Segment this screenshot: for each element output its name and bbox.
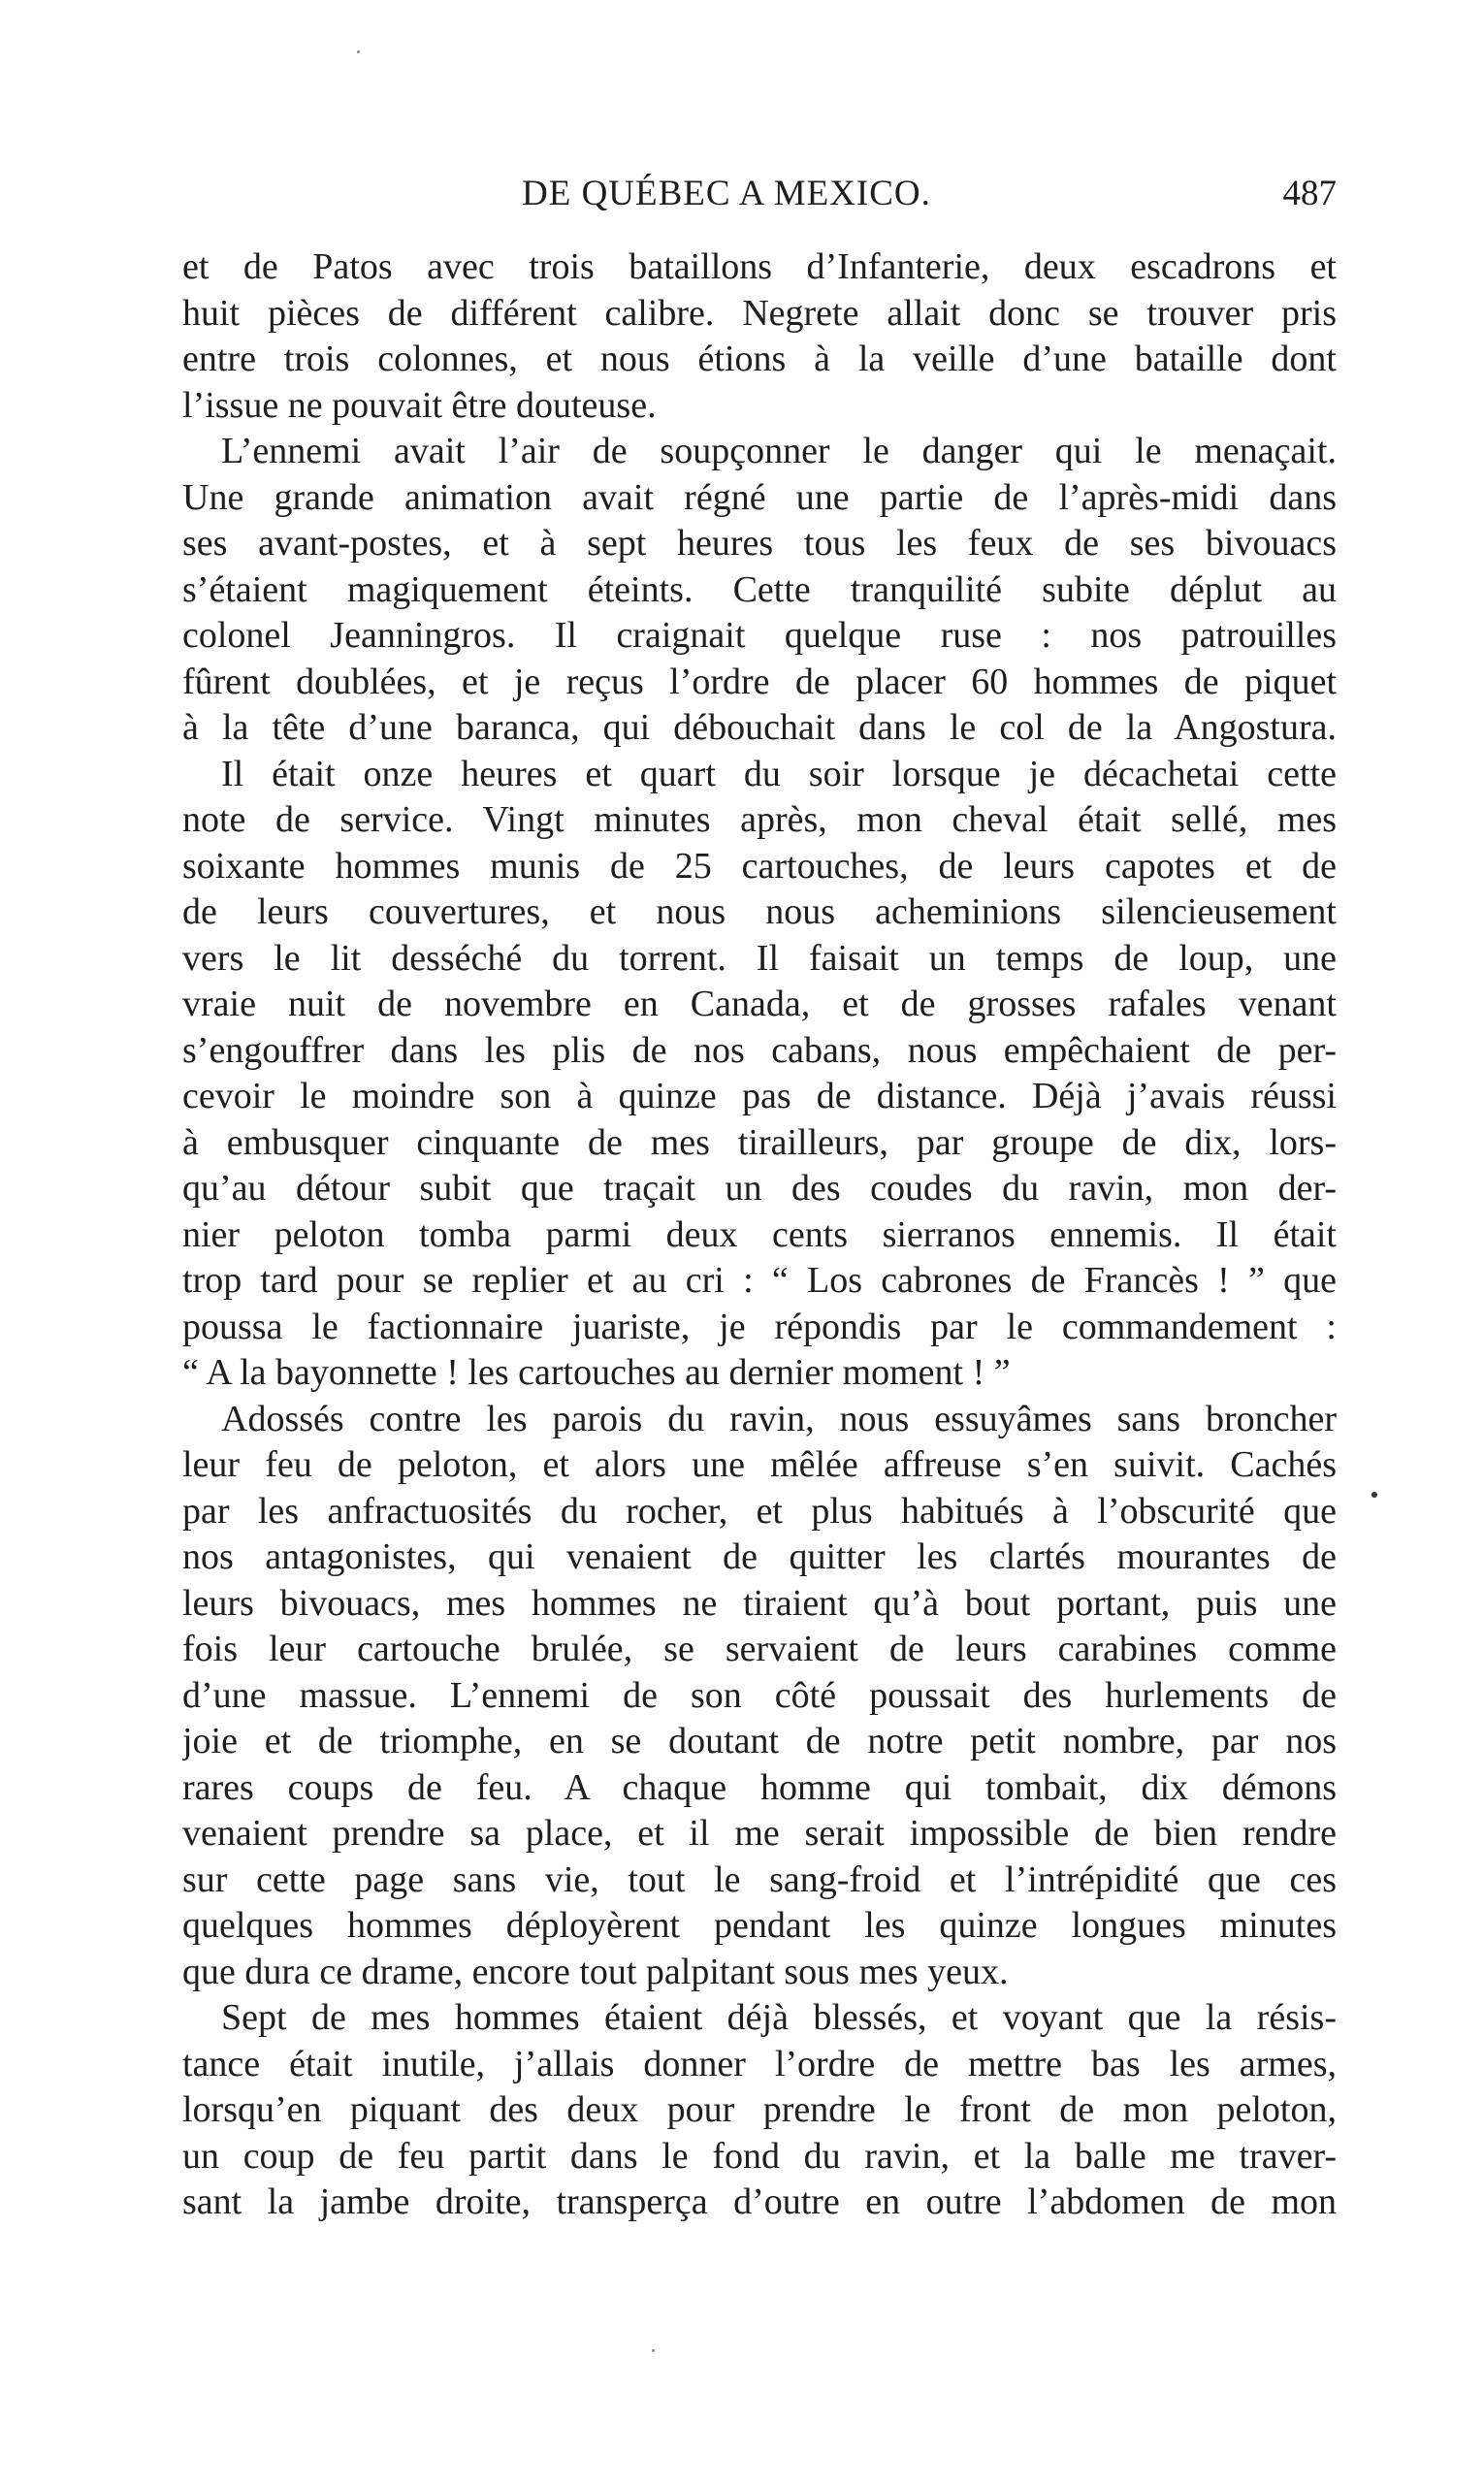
text-line: un coup de feu partit dans le fond du ravin, et la balle me traver-	[182, 2135, 1337, 2177]
text-line: lorsqu’en piquant des deux pour prendre le front de mon peloton,	[182, 2089, 1337, 2130]
text-line: L’ennemi avait l’air de soupçonner le danger qui le menaçait.	[221, 431, 1337, 471]
text-line: “ A la bayonnette ! les cartouches au dernier moment ! ”	[182, 1352, 1011, 1393]
text-line: entre trois colonnes, et nous étions à la veille d’une bataille dont	[182, 339, 1337, 379]
text-line: vraie nuit de novembre en Canada, et de grosses rafales venant	[182, 984, 1337, 1024]
text-line: cevoir le moindre son à quinze pas de distance. Déjà j’avais réussi	[182, 1076, 1337, 1116]
text-line: s’engouffrer dans les plis de nos cabans, nous empêchaient de per-	[182, 1029, 1337, 1071]
text-line: fois leur cartouche brulée, se servaient de leurs carabines comme	[182, 1629, 1337, 1669]
text-line: Une grande animation avait régné une partie de l’après-midi dans	[182, 476, 1337, 518]
page-header	[182, 173, 1337, 221]
text-line: vers le lit desséché du torrent. Il faisait un temps de loup, une	[182, 937, 1337, 979]
text-line: à embusquer cinquante de mes tirailleurs, par groupe de dix, lors-	[182, 1121, 1337, 1163]
text-line: s’étaient magiquement éteints. Cette tranquilité subite déplut au	[182, 568, 1337, 610]
text-line: poussa le factionnaire juariste, je répondis par le commandement :	[182, 1306, 1337, 1347]
text-line: de leurs couvertures, et nous nous acheminions silencieusement	[182, 891, 1337, 932]
text-line: par les anfractuosités du rocher, et plus habitués à l’obscurité que	[182, 1490, 1337, 1532]
text-line: soixante hommes munis de 25 cartouches, de leurs capotes et de	[182, 845, 1337, 887]
text-line: sant la jambe droite, transperça d’outre en outre l’abdomen de mon	[182, 2181, 1337, 2222]
text-line: joie et de triomphe, en se doutant de notre petit nombre, par nos	[182, 1721, 1337, 1761]
text-line: leurs bivouacs, mes hommes ne tiraient qu’à bout portant, puis une	[182, 1582, 1337, 1624]
text-line: à la tête d’une baranca, qui débouchait dans le col de la Angostura.	[182, 707, 1337, 748]
scan-speck	[652, 2349, 655, 2352]
text-line: sur cette page sans vie, tout le sang-froid et l’intrépidité que ces	[182, 1858, 1337, 1900]
text-line: Il était onze heures et quart du soir lorsque je décachetai cette	[221, 753, 1337, 794]
page-number: 487	[1282, 174, 1337, 213]
text-line: fûrent doublées, et je reçus l’ordre de placer 60 hommes de piquet	[182, 661, 1337, 702]
text-line: venaient prendre sa place, et il me serait impossible de bien rendre	[182, 1813, 1337, 1854]
text-line: Sept de mes hommes étaient déjà blessés, et voyant que la résis-	[221, 1997, 1337, 2038]
text-line: nier peloton tomba parmi deux cents sierranos ennemis. Il était	[182, 1213, 1337, 1255]
text-line: que dura ce drame, encore tout palpitant sous mes yeux.	[182, 1951, 1009, 1992]
text-line: Adossés contre les parois du ravin, nous essuyâmes sans broncher	[221, 1398, 1337, 1439]
scan-speck	[357, 50, 360, 53]
text-line: qu’au détour subit que traçait un des coudes du ravin, mon der-	[182, 1168, 1337, 1209]
text-line: rares coups de feu. A chaque homme qui tombait, dix démons	[182, 1766, 1337, 1808]
text-line: et de Patos avec trois bataillons d’Infanterie, deux escadrons et	[182, 246, 1337, 287]
text-line: huit pièces de différent calibre. Negrete allait donc se trouver pris	[182, 292, 1337, 334]
text-line: l’issue ne pouvait être douteuse.	[182, 384, 657, 426]
margin-mark	[1371, 1492, 1377, 1498]
text-line: ses avant-postes, et à sept heures tous les feux de ses bivouacs	[182, 523, 1337, 564]
text-line: d’une massue. L’ennemi de son côté poussait des hurlements de	[182, 1674, 1337, 1716]
text-line: tance était inutile, j’allais donner l’ordre de mettre bas les armes,	[182, 2043, 1337, 2084]
text-line: trop tard pour se replier et au cri : “ Los cabrones de Francès ! ” que	[182, 1260, 1337, 1301]
running-title: DE QUÉBEC A MEXICO.	[522, 174, 931, 213]
text-line: leur feu de peloton, et alors une mêlée affreuse s’en suivit. Cachés	[182, 1444, 1337, 1485]
text-line: note de service. Vingt minutes après, mon cheval était sellé, mes	[182, 799, 1337, 840]
text-line: colonel Jeanningros. Il craignait quelque ruse : nos patrouilles	[182, 615, 1337, 656]
text-line: nos antagonistes, qui venaient de quitter les clartés mourantes de	[182, 1536, 1337, 1577]
text-line: quelques hommes déployèrent pendant les quinze longues minutes	[182, 1905, 1337, 1946]
body-text	[182, 244, 1337, 2226]
